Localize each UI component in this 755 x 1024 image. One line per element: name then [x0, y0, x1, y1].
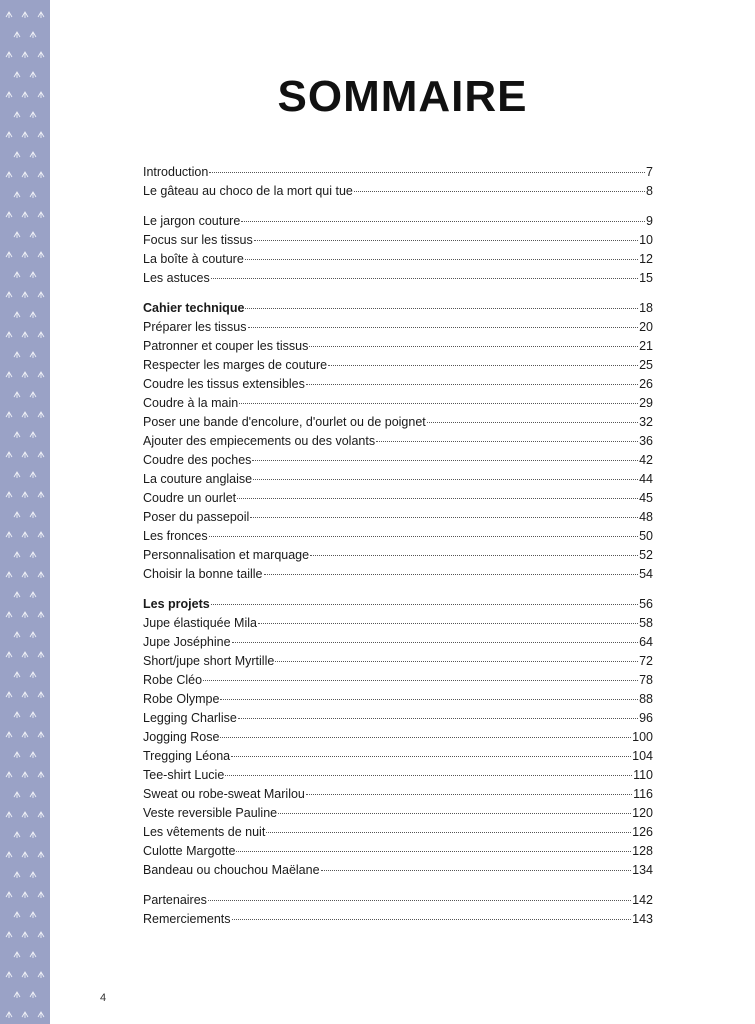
- toc-entry-page-number: 58: [639, 616, 653, 630]
- page-title: SOMMAIRE: [277, 72, 528, 121]
- arrow-motif-icon: [38, 772, 44, 778]
- arrow-motif-icon: [30, 472, 36, 478]
- arrow-motif-icon: [22, 972, 28, 978]
- arrow-motif-icon: [6, 412, 12, 418]
- toc-entry-label: Tee-shirt Lucie: [143, 768, 225, 782]
- toc-entry: [143, 269, 653, 288]
- toc-entry-label: Partenaires: [143, 893, 207, 907]
- toc-section: [143, 891, 653, 929]
- toc-entry: [143, 337, 653, 356]
- dot-leader: [211, 604, 638, 605]
- arrow-motif-icon: [38, 972, 44, 978]
- arrow-motif-icon: [30, 952, 36, 958]
- page-number: 4: [100, 992, 107, 1004]
- arrow-motif-icon: [30, 352, 36, 358]
- toc-section-heading: [143, 299, 653, 318]
- toc-entry-page-number: 128: [632, 844, 653, 858]
- toc-entry: [143, 747, 653, 766]
- toc-entry-page-number: 18: [639, 301, 653, 315]
- arrow-motif-icon: [22, 772, 28, 778]
- toc-entry-page-number: 45: [639, 491, 653, 505]
- arrow-motif-icon: [22, 292, 28, 298]
- toc-entry-label: Poser une bande d'encolure, d'ourlet ou de poignet: [143, 415, 426, 429]
- dot-leader: [306, 384, 638, 385]
- arrow-motif-icon: [22, 412, 28, 418]
- dot-leader: [310, 555, 638, 556]
- toc-entry-label: Respecter les marges de couture: [143, 358, 328, 372]
- arrow-motif-icon: [22, 172, 28, 178]
- toc-entry-label: Jupe Joséphine: [143, 635, 231, 649]
- toc-entry-page-number: 42: [639, 453, 653, 467]
- arrow-motif-icon: [38, 372, 44, 378]
- arrow-motif-icon: [22, 572, 28, 578]
- dot-leader: [266, 832, 631, 833]
- dot-leader: [253, 479, 638, 480]
- toc-entry-label: Introduction: [143, 165, 209, 179]
- toc-entry-page-number: 88: [639, 692, 653, 706]
- toc-entry-page-number: 7: [646, 165, 653, 179]
- dot-leader: [208, 900, 631, 901]
- toc-section: [143, 212, 653, 288]
- dot-leader: [203, 680, 638, 681]
- toc-entry-label: Jupe élastiquée Mila: [143, 616, 257, 630]
- toc-entry-page-number: 10: [639, 233, 653, 247]
- arrow-motif-icon: [38, 452, 44, 458]
- arrow-motif-icon: [30, 872, 36, 878]
- toc-entry-page-number: 110: [633, 768, 653, 782]
- toc-entry-label: Choisir la bonne taille: [143, 567, 263, 581]
- toc-entry-label: Jogging Rose: [143, 730, 220, 744]
- toc-entry-label: Culotte Margotte: [143, 844, 236, 858]
- toc-section: [143, 163, 653, 201]
- arrow-motif-icon: [14, 672, 20, 678]
- dot-leader: [252, 460, 638, 461]
- arrow-motif-icon: [30, 152, 36, 158]
- arrow-motif-icon: [38, 852, 44, 858]
- arrow-motif-icon: [14, 272, 20, 278]
- toc-entry-label: Sweat ou robe-sweat Marilou: [143, 787, 305, 801]
- arrow-motif-icon: [22, 812, 28, 818]
- arrow-motif-icon: [38, 732, 44, 738]
- arrow-motif-icon: [30, 72, 36, 78]
- dot-leader: [427, 422, 638, 423]
- arrow-motif-icon: [22, 532, 28, 538]
- toc-entry: [143, 508, 653, 527]
- dot-leader: [245, 259, 638, 260]
- arrow-motif-icon: [14, 512, 20, 518]
- dot-leader: [321, 870, 632, 871]
- arrow-motif-icon: [14, 352, 20, 358]
- arrow-motif-icon: [6, 92, 12, 98]
- toc-entry: [143, 413, 653, 432]
- dot-leader: [220, 699, 638, 700]
- toc-entry-page-number: 96: [639, 711, 653, 725]
- toc-entry-page-number: 15: [639, 271, 653, 285]
- arrow-motif-icon: [22, 372, 28, 378]
- arrow-motif-icon: [38, 1012, 44, 1018]
- arrow-motif-icon: [30, 992, 36, 998]
- arrow-motif-icon: [30, 792, 36, 798]
- toc-entry: [143, 250, 653, 269]
- arrow-motif-icon: [14, 72, 20, 78]
- toc-entry-label: Le gâteau au choco de la mort qui tue: [143, 184, 353, 198]
- dot-leader: [225, 775, 632, 776]
- toc-entry-label: Poser du passepoil: [143, 510, 250, 524]
- arrow-motif-icon: [30, 32, 36, 38]
- toc-entry: [143, 728, 653, 747]
- arrow-motif-icon: [38, 932, 44, 938]
- dot-leader: [275, 661, 638, 662]
- arrow-motif-icon: [30, 232, 36, 238]
- toc-entry-label: Veste reversible Pauline: [143, 806, 278, 820]
- arrow-motif-icon: [6, 572, 12, 578]
- toc-entry-page-number: 32: [639, 415, 653, 429]
- toc-entry: [143, 356, 653, 375]
- toc-entry-page-number: 104: [632, 749, 653, 763]
- arrow-motif-icon: [14, 472, 20, 478]
- dot-leader: [245, 308, 638, 309]
- toc-entry-page-number: 48: [639, 510, 653, 524]
- arrow-motif-icon: [6, 12, 12, 18]
- toc-entry-page-number: 134: [632, 863, 653, 877]
- toc-entry-label: Robe Cléo: [143, 673, 203, 687]
- toc-entry-page-number: 29: [639, 396, 653, 410]
- arrow-motif-icon: [6, 692, 12, 698]
- arrow-motif-icon: [14, 192, 20, 198]
- toc-entry: [143, 231, 653, 250]
- arrow-motif-icon: [14, 432, 20, 438]
- arrow-motif-icon: [6, 612, 12, 618]
- toc-entry-page-number: 21: [639, 339, 653, 353]
- arrow-motif-icon: [22, 12, 28, 18]
- toc-entry-page-number: 54: [639, 567, 653, 581]
- arrow-motif-icon: [22, 52, 28, 58]
- toc-entry: [143, 804, 653, 823]
- toc-entry-label: Les vêtements de nuit: [143, 825, 266, 839]
- toc-entry: [143, 163, 653, 182]
- dot-leader: [220, 737, 631, 738]
- toc-entry-page-number: 143: [632, 912, 653, 926]
- toc-entry-label: Bandeau ou chouchou Maëlane: [143, 863, 320, 877]
- arrow-motif-icon: [6, 532, 12, 538]
- arrow-motif-icon: [14, 232, 20, 238]
- arrow-motif-icon: [22, 612, 28, 618]
- toc-entry-page-number: 116: [633, 787, 653, 801]
- arrow-motif-icon: [38, 612, 44, 618]
- arrow-motif-icon: [30, 112, 36, 118]
- arrow-motif-icon: [22, 692, 28, 698]
- arrow-motif-icon: [38, 332, 44, 338]
- toc-entry-label: Legging Charlise: [143, 711, 237, 725]
- toc-entry-page-number: 44: [639, 472, 653, 486]
- dot-leader: [232, 642, 639, 643]
- toc-section-heading: [143, 595, 653, 614]
- dot-leader: [258, 623, 638, 624]
- arrow-motif-icon: [14, 32, 20, 38]
- dot-leader: [278, 813, 631, 814]
- toc-entry: [143, 690, 653, 709]
- arrow-motif-icon: [30, 592, 36, 598]
- dot-leader: [250, 517, 638, 518]
- toc-entry: [143, 394, 653, 413]
- arrow-motif-icon: [22, 132, 28, 138]
- dot-leader: [231, 756, 631, 757]
- toc-entry-label: Coudre à la main: [143, 396, 239, 410]
- arrow-motif-icon: [38, 532, 44, 538]
- arrow-motif-icon: [30, 912, 36, 918]
- decorative-side-band: [0, 0, 50, 1024]
- arrow-motif-icon: [6, 252, 12, 258]
- arrow-motif-icon: [14, 392, 20, 398]
- toc-entry-label: Coudre un ourlet: [143, 491, 237, 505]
- toc-entry-label: Personnalisation et marquage: [143, 548, 310, 562]
- arrow-motif-icon: [6, 652, 12, 658]
- arrow-motif-icon: [22, 652, 28, 658]
- dot-leader: [248, 327, 639, 328]
- toc-entry-label: Short/jupe short Myrtille: [143, 654, 275, 668]
- dot-leader: [237, 498, 638, 499]
- toc-entry-page-number: 52: [639, 548, 653, 562]
- arrow-motif-icon: [38, 52, 44, 58]
- arrow-motif-icon: [30, 312, 36, 318]
- toc-entry-label: Remerciements: [143, 912, 231, 926]
- arrow-motif-icon: [6, 932, 12, 938]
- arrow-motif-icon: [6, 132, 12, 138]
- arrow-motif-icon: [22, 92, 28, 98]
- toc-section: [143, 299, 653, 584]
- arrow-motif-icon: [22, 1012, 28, 1018]
- arrow-motif-icon: [14, 872, 20, 878]
- dot-leader: [254, 240, 638, 241]
- arrow-motif-icon: [38, 892, 44, 898]
- toc-entry-label: Focus sur les tissus: [143, 233, 253, 247]
- arrow-motif-icon: [30, 632, 36, 638]
- arrow-motif-icon: [38, 132, 44, 138]
- dot-leader: [376, 441, 638, 442]
- toc-entry: [143, 823, 653, 842]
- toc-entry-page-number: 126: [632, 825, 653, 839]
- dot-leader: [232, 919, 632, 920]
- arrow-motif-icon: [30, 432, 36, 438]
- arrow-motif-icon: [38, 652, 44, 658]
- arrow-motif-icon: [14, 992, 20, 998]
- toc-entry: [143, 842, 653, 861]
- arrow-motif-icon: [6, 212, 12, 218]
- arrow-motif-icon: [22, 332, 28, 338]
- dot-leader: [211, 278, 638, 279]
- toc-entry-page-number: 12: [639, 252, 653, 266]
- toc-entry-label: Patronner et couper les tissus: [143, 339, 309, 353]
- arrow-motif-icon: [38, 692, 44, 698]
- arrow-motif-icon: [38, 252, 44, 258]
- toc-entry-label: Le jargon couture: [143, 214, 241, 228]
- arrow-motif-icon: [6, 852, 12, 858]
- toc-entry-label: Ajouter des empiecements ou des volants: [143, 434, 376, 448]
- toc-entry-page-number: 78: [639, 673, 653, 687]
- arrow-motif-icon: [6, 972, 12, 978]
- arrow-motif-icon: [22, 892, 28, 898]
- arrow-motif-icon: [6, 52, 12, 58]
- dot-leader: [209, 172, 645, 173]
- arrow-motif-icon: [14, 752, 20, 758]
- toc-entry-label: Robe Olympe: [143, 692, 220, 706]
- dot-leader: [264, 574, 639, 575]
- dot-leader: [309, 346, 638, 347]
- arrow-motif-icon: [38, 292, 44, 298]
- dot-leader: [354, 191, 645, 192]
- arrow-motif-icon: [30, 752, 36, 758]
- arrow-motif-icon: [30, 272, 36, 278]
- toc-entry: [143, 489, 653, 508]
- arrow-motif-icon: [38, 212, 44, 218]
- arrow-motif-icon: [30, 672, 36, 678]
- toc-entry: [143, 910, 653, 929]
- arrow-motif-icon: [14, 312, 20, 318]
- dot-leader: [236, 851, 631, 852]
- toc-entry-label: Coudre des poches: [143, 453, 252, 467]
- toc-entry: [143, 891, 653, 910]
- arrow-motif-icon: [6, 452, 12, 458]
- dot-leader: [241, 221, 645, 222]
- arrow-motif-icon: [38, 812, 44, 818]
- toc-entry: [143, 375, 653, 394]
- arrow-motif-icon: [14, 792, 20, 798]
- arrow-motif-icon: [38, 412, 44, 418]
- toc-entry-label: Coudre les tissus extensibles: [143, 377, 305, 391]
- arrow-motif-pattern: [0, 0, 50, 1024]
- toc-entry-page-number: 8: [646, 184, 653, 198]
- arrow-motif-icon: [14, 552, 20, 558]
- toc-entry: [143, 182, 653, 201]
- arrow-motif-icon: [14, 632, 20, 638]
- toc-entry: [143, 451, 653, 470]
- toc-entry-page-number: 20: [639, 320, 653, 334]
- toc-entry: [143, 546, 653, 565]
- toc-entry-page-number: 64: [639, 635, 653, 649]
- toc-entry: [143, 470, 653, 489]
- toc-entry: [143, 614, 653, 633]
- arrow-motif-icon: [22, 492, 28, 498]
- arrow-motif-icon: [30, 832, 36, 838]
- arrow-motif-icon: [14, 592, 20, 598]
- dot-leader: [209, 536, 638, 537]
- toc-entry-label: Cahier technique: [143, 301, 245, 315]
- arrow-motif-icon: [6, 1012, 12, 1018]
- arrow-motif-icon: [22, 932, 28, 938]
- toc-entry: [143, 766, 653, 785]
- dot-leader: [306, 794, 632, 795]
- toc-entry-label: Les astuces: [143, 271, 210, 285]
- table-of-contents: [143, 163, 653, 940]
- arrow-motif-icon: [6, 892, 12, 898]
- arrow-motif-icon: [38, 572, 44, 578]
- arrow-motif-icon: [30, 552, 36, 558]
- toc-entry: [143, 671, 653, 690]
- toc-entry-page-number: 25: [639, 358, 653, 372]
- toc-entry-label: Les projets: [143, 597, 210, 611]
- toc-entry: [143, 527, 653, 546]
- toc-entry-page-number: 142: [632, 893, 653, 907]
- arrow-motif-icon: [38, 492, 44, 498]
- toc-entry-page-number: 100: [632, 730, 653, 744]
- toc-entry-page-number: 72: [639, 654, 653, 668]
- toc-entry: [143, 652, 653, 671]
- arrow-motif-icon: [38, 12, 44, 18]
- toc-entry-page-number: 50: [639, 529, 653, 543]
- toc-section: [143, 595, 653, 880]
- toc-entry: [143, 212, 653, 231]
- toc-entry-page-number: 36: [639, 434, 653, 448]
- toc-entry: [143, 432, 653, 451]
- arrow-motif-icon: [6, 372, 12, 378]
- toc-entry: [143, 565, 653, 584]
- arrow-motif-icon: [6, 732, 12, 738]
- toc-entry-page-number: 26: [639, 377, 653, 391]
- arrow-motif-icon: [30, 192, 36, 198]
- arrow-motif-icon: [30, 392, 36, 398]
- arrow-motif-icon: [22, 732, 28, 738]
- toc-entry-label: Tregging Léona: [143, 749, 231, 763]
- arrow-motif-icon: [22, 852, 28, 858]
- arrow-motif-icon: [30, 512, 36, 518]
- arrow-motif-icon: [22, 252, 28, 258]
- arrow-motif-icon: [38, 172, 44, 178]
- toc-entry: [143, 633, 653, 652]
- arrow-motif-icon: [6, 772, 12, 778]
- dot-leader: [238, 718, 638, 719]
- toc-entry-label: La boîte à couture: [143, 252, 244, 266]
- arrow-motif-icon: [6, 812, 12, 818]
- dot-leader: [239, 403, 638, 404]
- arrow-motif-icon: [14, 112, 20, 118]
- arrow-motif-icon: [14, 832, 20, 838]
- toc-entry-page-number: 120: [632, 806, 653, 820]
- toc-entry-page-number: 56: [639, 597, 653, 611]
- toc-entry: [143, 709, 653, 728]
- toc-entry-label: Préparer les tissus: [143, 320, 247, 334]
- arrow-motif-icon: [38, 92, 44, 98]
- dot-leader: [328, 365, 638, 366]
- arrow-motif-icon: [6, 332, 12, 338]
- arrow-motif-icon: [30, 712, 36, 718]
- arrow-motif-icon: [6, 292, 12, 298]
- toc-entry-page-number: 9: [646, 214, 653, 228]
- arrow-motif-icon: [14, 712, 20, 718]
- arrow-motif-icon: [22, 452, 28, 458]
- arrow-motif-icon: [22, 212, 28, 218]
- arrow-motif-icon: [14, 952, 20, 958]
- toc-entry-label: La couture anglaise: [143, 472, 253, 486]
- toc-entry-label: Les fronces: [143, 529, 208, 543]
- toc-entry: [143, 785, 653, 804]
- arrow-motif-icon: [6, 492, 12, 498]
- arrow-motif-icon: [6, 172, 12, 178]
- toc-entry: [143, 861, 653, 880]
- arrow-motif-icon: [14, 912, 20, 918]
- arrow-motif-icon: [14, 152, 20, 158]
- toc-entry: [143, 318, 653, 337]
